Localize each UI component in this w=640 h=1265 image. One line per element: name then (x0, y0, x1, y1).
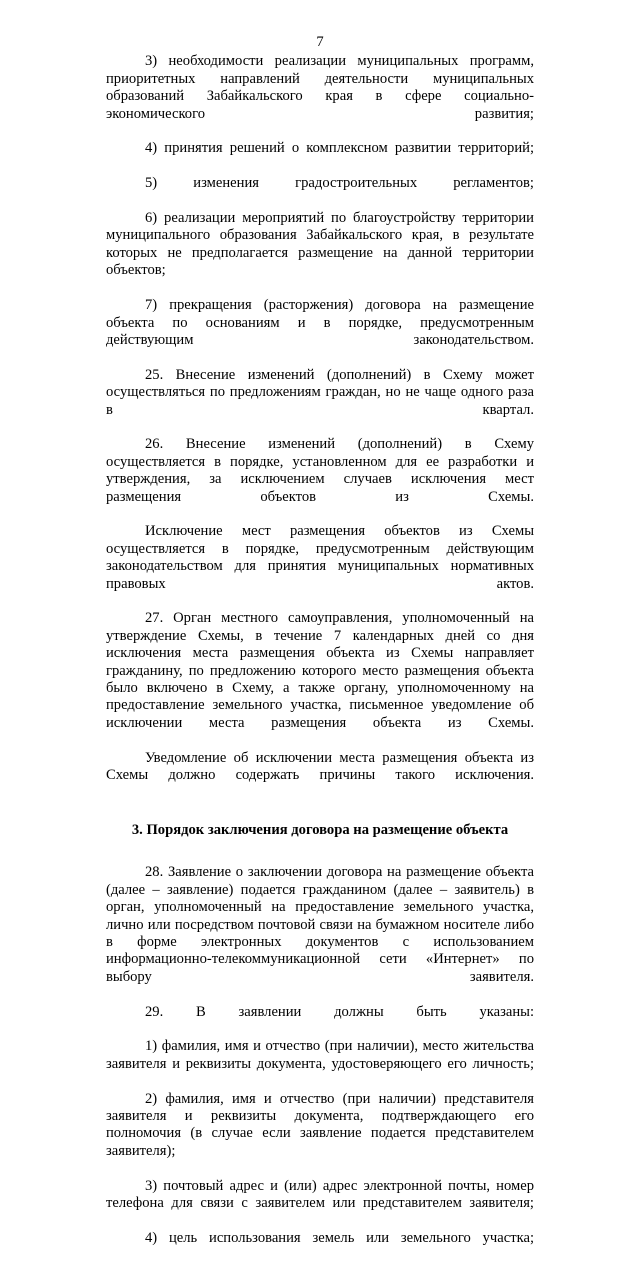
paragraph: 1) фамилия, имя и отчество (при наличии), место жительства заявителя и реквизиты документа, удостоверяющего его личность; (106, 1038, 534, 1072)
paragraph: 4) принятия решений о комплексном развитии территорий; (145, 140, 534, 157)
paragraph: 3) почтовый адрес и (или) адрес электронной почты, номер телефона для связи с заявителем или представителем заявителя; (106, 1177, 534, 1211)
paragraph: 4) цель использования земель или земельного участка; (145, 1229, 534, 1246)
paragraph: Исключение мест размещения объектов из Схемы осуществляется в порядке, предусмотренным действующим законодательством для принятия муниципальных нормативных правовых актов. (106, 523, 534, 592)
paragraph: 5) изменения градостроительных регламентов; (145, 175, 534, 192)
document-page (106, 34, 534, 1265)
paragraph: 28. Заявление о заключении договора на размещение объекта (далее – заявление) подается гражданином (далее – заявитель) в орган, уполномоченный на предоставление земельного участка, лично или посредством почтовой связи на бумажном носителе либо в форме электронных документов с использованием информационно-телекоммуникационной сети «Интернет» по выбору заявителя. (106, 864, 534, 985)
paragraph: Уведомление об исключении места размещения объекта из Схемы должно содержать причины такого исключения. (106, 749, 534, 784)
section-heading: 3. Порядок заключения договора на размещение объекта (131, 821, 509, 838)
paragraph: 7) прекращения (расторжения) договора на размещение объекта по основаниям и в порядке, предусмотренным действующим законодательством. (106, 297, 534, 348)
paragraph: 27. Орган местного самоуправления, уполномоченный на утверждение Схемы, в течение 7 календарных дней со дня исключения места размещения объекта из Схемы направляет гражданину, по предложению которого место размещения объекта было включено в Схему, а также органу, уполномоченному на предоставление земельного участка, письменное уведомление об исключении места размещения объекта из Схемы. (106, 610, 534, 731)
paragraph: 2) фамилия, имя и отчество (при наличии) представителя заявителя и реквизиты документа, подтверждающего его полномочия (в случае если заявление подается представителем заявителя); (106, 1090, 534, 1159)
paragraph: 6) реализации мероприятий по благоустройству территории муниципального образования Забайкальского края, в результате которых не предполагается размещение на данной территории объектов; (106, 210, 534, 279)
paragraph: 3) необходимости реализации муниципальных программ, приоритетных направлений деятельности муниципальных образований Забайкальского края в сфере социально-экономического развития; (106, 53, 534, 122)
paragraph: 29. В заявлении должны быть указаны: (145, 1003, 534, 1020)
paragraph: 26. Внесение изменений (дополнений) в Схему осуществляется в порядке, установленном для ее разработки и утверждения, за исключением случаев исключения мест размещения объектов из Схемы. (106, 436, 534, 505)
paragraph: 25. Внесение изменений (дополнений) в Схему может осуществляться по предложениям граждан, но не чаще одного раза в квартал. (106, 366, 534, 418)
page-number: 7 (316, 34, 324, 50)
